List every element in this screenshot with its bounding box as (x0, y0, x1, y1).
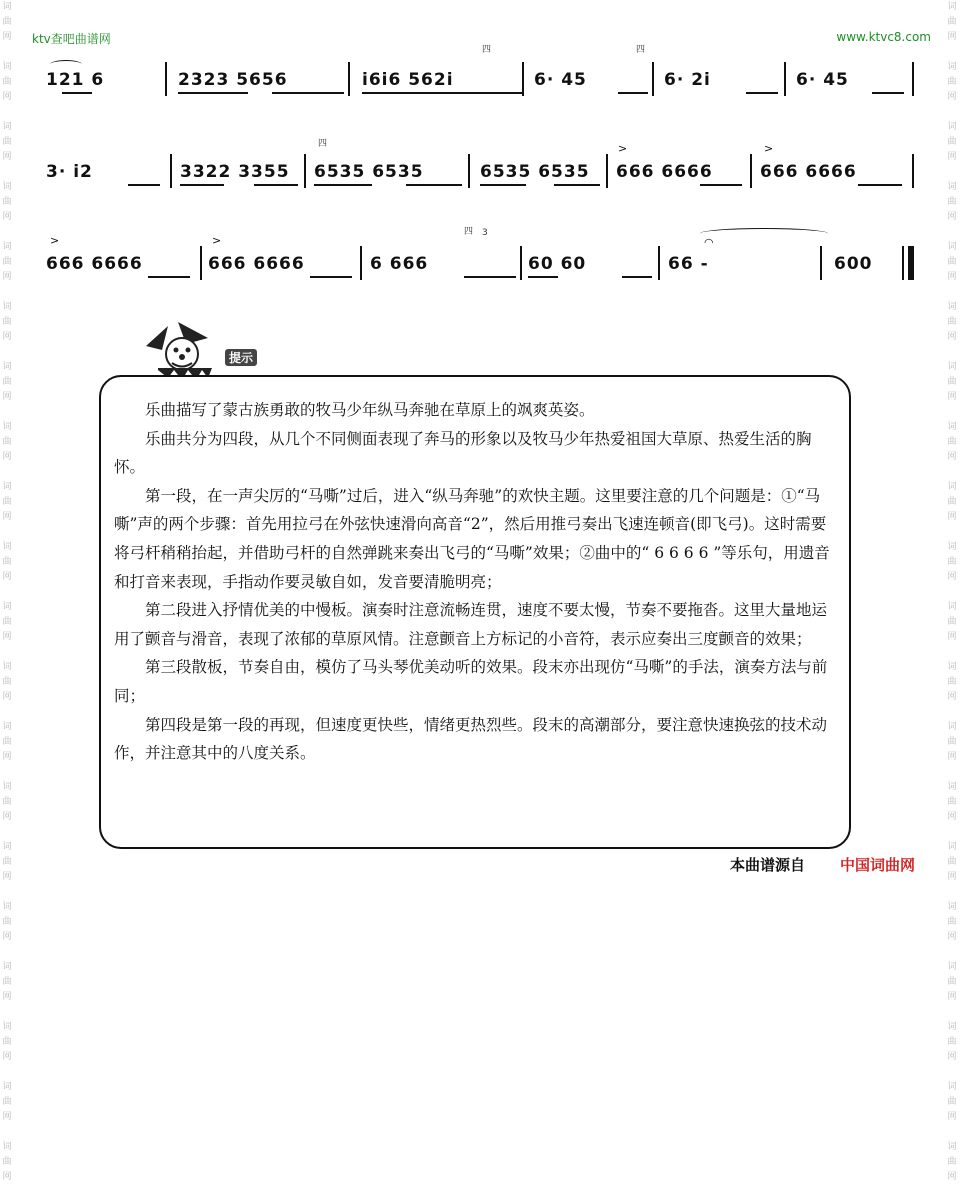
beam (314, 184, 372, 186)
beam (128, 184, 160, 186)
beam (858, 184, 902, 186)
paragraph: 第二段进入抒情优美的中慢板。演奏时注意流畅连贯，速度不要太慢，节奏不要拖沓。这里大量地运用了颤音与滑音，表现了浓郁的草原风情。注意颤音上方标记的小音符，表示应奏出三度颤音的效果； (114, 601, 828, 648)
notes-text (114, 396, 838, 768)
beam (700, 184, 742, 186)
beam (62, 92, 92, 94)
beam (362, 92, 522, 94)
final-barline (908, 246, 914, 280)
barline (170, 154, 172, 188)
barline (520, 246, 522, 280)
barline (902, 246, 904, 280)
watermark-right[interactable]: www.ktvc8.com (836, 30, 931, 44)
score-row-3 (40, 227, 920, 286)
footer-label: 本曲谱源自 (730, 856, 806, 874)
measure: 6 666 (370, 254, 429, 274)
barline (468, 154, 470, 188)
barline (360, 246, 362, 280)
tie (700, 228, 828, 239)
score-row-2 (40, 139, 920, 194)
side-watermark-text: 词 曲 网 词 曲 网 词 曲 网 词 曲 网 词 曲 网 词 曲 网 词 曲 网 词 曲 网 词 曲 网 词 曲 网 词 曲 网 词 曲 网 词 曲 网 词 曲 网 词 曲 网 词 曲 网 词 曲 网 词 曲 网 词 曲 网 词 曲 网 (947, 2, 957, 1182)
fermata-icon: ◠ (704, 236, 714, 249)
paragraph: 乐曲共分为四段，从几个不同侧面表现了奔马的形象以及牧马少年热爱祖国大草原、热爱生活的胸怀。 (114, 429, 812, 477)
beam (618, 92, 648, 94)
measure: 666 6666 (760, 162, 857, 182)
beam (272, 92, 344, 94)
barline (522, 62, 524, 96)
measure: 666 6666 (46, 254, 143, 274)
accent-mark: > (618, 142, 628, 155)
measure: 6535 6535 (314, 162, 424, 182)
beam (178, 92, 248, 94)
accent-mark: > (764, 142, 774, 155)
measure: 666 6666 (616, 162, 713, 182)
measure: 600 (834, 254, 873, 274)
finger-mark: 四 (318, 139, 328, 149)
beam (480, 184, 526, 186)
barline (912, 154, 914, 188)
finger-mark: 四 (636, 45, 646, 55)
measure: i6i6 562i (362, 70, 454, 90)
beam (148, 276, 190, 278)
measure: 66 - (668, 254, 709, 274)
barline (912, 62, 914, 96)
triplet-mark: 3 (482, 228, 488, 238)
barline (784, 62, 786, 96)
finger-mark: 四 (464, 227, 474, 237)
beam (872, 92, 904, 94)
barline (606, 154, 608, 188)
beam (554, 184, 600, 186)
barline (348, 62, 350, 96)
watermark-left[interactable]: ktv查吧曲谱网 (32, 32, 111, 46)
side-watermark-right (945, 0, 959, 1182)
measure: 6· 45 (534, 70, 587, 90)
measure: 666 6666 (208, 254, 305, 274)
beam (406, 184, 462, 186)
barline (658, 246, 660, 280)
beam (464, 276, 516, 278)
footer-source-link[interactable]: 中国词曲网 (840, 856, 916, 874)
accent-mark: > (212, 234, 222, 247)
barline (165, 62, 167, 96)
beam (180, 184, 224, 186)
side-watermark-left (0, 0, 14, 1182)
measure: 3322 3355 (180, 162, 290, 182)
accent-mark: > (50, 234, 60, 247)
paragraph: 第四段是第一段的再现，但速度更快些，情绪更热烈些。段末的高潮部分，要注意快速换弦的技术动作，并注意其中的八度关系。 (114, 715, 828, 763)
beam (746, 92, 778, 94)
measure: 6· 45 (796, 70, 849, 90)
paragraph: 乐曲描写了蒙古族勇敢的牧马少年纵马奔驰在草原上的飒爽英姿。 (145, 401, 595, 419)
barline (304, 154, 306, 188)
barline (750, 154, 752, 188)
measure: 3· i2 (46, 162, 93, 182)
paragraph: 第一段，在一声尖厉的“马嘶”过后，进入“纵马奔驰”的欢快主题。这里要注意的几个问题是：①“马嘶”声的两个步骤：首先用拉弓在外弦快速滑向高音“2”，然后用推弓奏出飞速连顿音(即飞弓)。这时需要将弓杆稍稍抬起，并借助弓杆的自然弹跳来奏出飞弓的“马嘶”效果；②曲中的“ 6 6 6 6 ”等乐句，用遗音和打音来表现，手指动作要灵敏自如，发音要清脆明亮； (114, 486, 830, 591)
beam (254, 184, 298, 186)
measure: 2323 5656 (178, 70, 288, 90)
beam (622, 276, 652, 278)
beam (528, 276, 558, 278)
tip-label: 提示 (225, 349, 257, 366)
barline (820, 246, 822, 280)
measure: 6535 6535 (480, 162, 590, 182)
measure: 60 60 (528, 254, 587, 274)
beam (310, 276, 352, 278)
measure: 121 6 (46, 70, 105, 90)
barline (200, 246, 202, 280)
score-row-1 (40, 45, 920, 102)
side-watermark-text: 词 曲 网 词 曲 网 词 曲 网 词 曲 网 词 曲 网 词 曲 网 词 曲 网 词 曲 网 词 曲 网 词 曲 网 词 曲 网 词 曲 网 词 曲 网 词 曲 网 词 曲 网 词 曲 网 词 曲 网 词 曲 网 词 曲 网 词 曲 网 (2, 2, 12, 1182)
finger-mark: 四 (482, 45, 492, 55)
paragraph: 第三段散板，节奏自由，模仿了马头琴优美动听的效果。段末亦出现仿“马嘶”的手法，演奏方法与前同； (114, 658, 828, 705)
barline (652, 62, 654, 96)
slur (50, 60, 82, 69)
measure: 6· 2i (664, 70, 711, 90)
